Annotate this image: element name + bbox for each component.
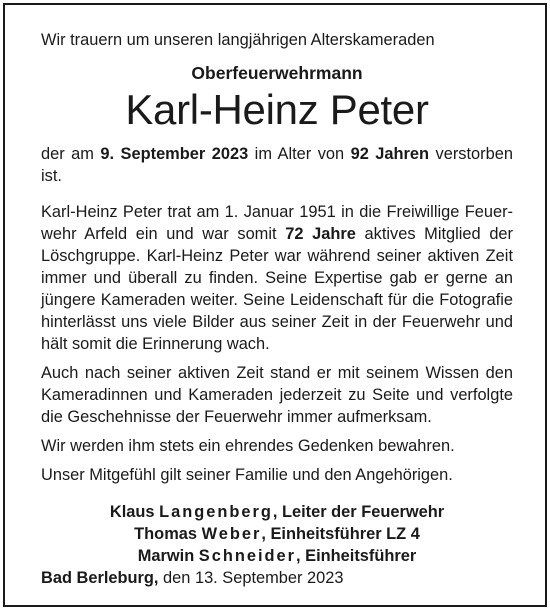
signer-first-name: Thomas [134,525,202,543]
signer-last-name: Weber [201,525,262,543]
signer-role: , Einheitsführer LZ 4 [261,525,420,543]
signer-line [41,523,513,545]
signer-last-name: Schneider [198,547,297,565]
signer-line [41,545,513,567]
place-date-line [41,567,513,589]
death-age: 92 Jahren [350,145,430,163]
career-text-2: aktives Mitglied der Löschgruppe. Karl-Heinz Peter war während seiner aktiven Zeit immer und überall zu finden. Seine Expertise gab er gerne an jüngere Kameraden weiter. Seine Leidenschaft für die Fotografie hinterlässt uns viele Bilder aus seiner Zeit in der Feuerwehr und hält somit die Erinnerung wach. [41,225,514,353]
deceased-name: Karl-Heinz Peter [125,86,429,133]
footer-place: Bad Berleburg, [41,569,159,587]
signer-role: , Leiter der Feuerwehr [272,503,445,521]
career-paragraph [41,201,513,355]
obituary-notice [3,3,547,607]
death-date: 9. September 2023 [100,145,249,163]
death-middle: im Alter von [248,145,351,163]
memory-paragraph: Wir werden ihm stets ein ehrendes Gedenken bewahren. [41,437,455,455]
death-prefix: der am [41,145,101,163]
signer-last-name: Langenberg [159,503,273,521]
signer-role: , Einheitsführer [296,547,417,565]
career-years: 72 Jahre [285,225,356,243]
after-career-paragraph: Auch nach seiner aktiven Zeit stand er mit seinem Wissen den Kameradinnen und Kameraden jederzeit zu Seite und verfolgte die Geschehnisse der Feuerwehr immer aufmerksam. [41,364,513,426]
career-text-1: Karl-Heinz Peter trat am 1. Januar 1951 in die Freiwillige Feuerwehr Arfeld ein und war somit [41,203,513,243]
signer-first-name: Marwin [137,547,199,565]
sympathy-paragraph: Unser Mitgefühl gilt seiner Familie und den Angehörigen. [41,466,453,484]
death-statement [41,143,513,187]
rank-title: Oberfeuerwehrmann [191,63,363,83]
footer-date: den 13. September 2023 [158,569,344,587]
signatories [41,501,513,567]
signer-first-name: Klaus [109,503,160,521]
intro-line: Wir trauern um unseren langjährigen Alterskameraden [41,31,435,49]
signer-line [41,501,513,523]
death-suffix: verstorben ist. [41,145,513,185]
